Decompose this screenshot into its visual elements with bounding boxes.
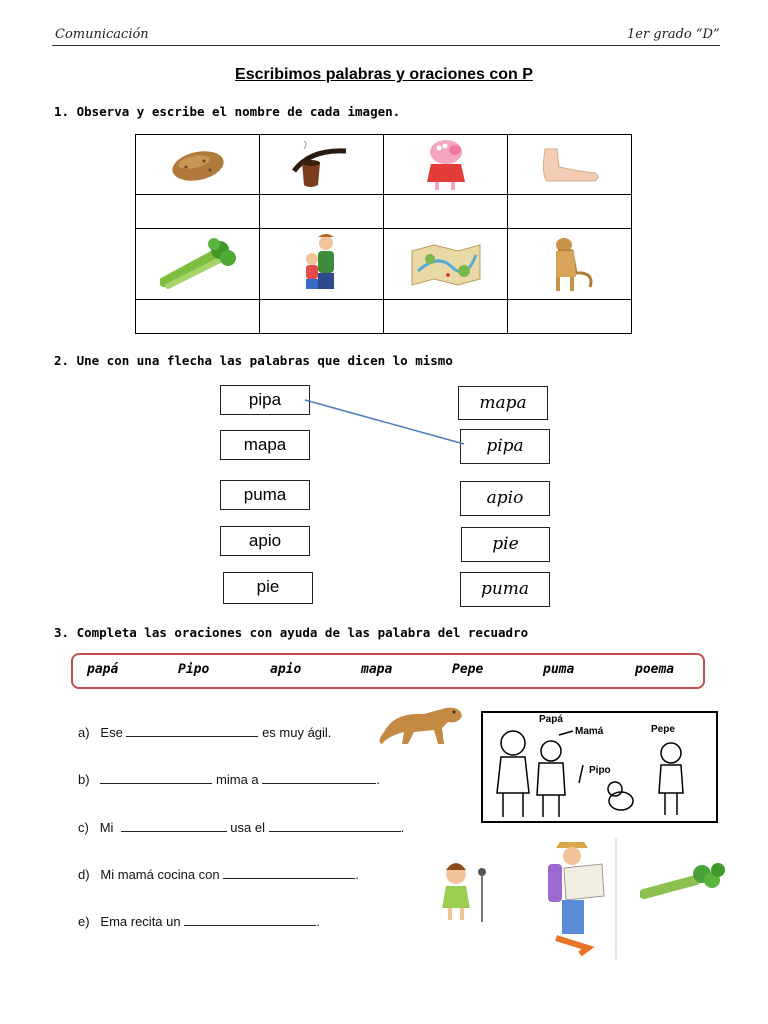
print-word-box[interactable]: puma — [220, 480, 310, 510]
word-bank-item: Pepe — [452, 662, 484, 677]
sentence-e: e) Ema recita un . — [78, 914, 320, 929]
word-bank-item: apio — [270, 662, 302, 677]
sentence-d: d) Mi mamá cocina con . — [78, 867, 359, 882]
answer-blank[interactable] — [121, 820, 227, 832]
answer-blank[interactable] — [262, 772, 376, 784]
family-label-mama: Mamá — [575, 726, 604, 737]
word-bank-item: puma — [543, 662, 575, 677]
cursive-word-box[interactable]: pie — [461, 527, 550, 562]
girl-reciting-icon — [436, 860, 492, 924]
page-title: Escribimos palabras y oraciones con P — [235, 66, 533, 83]
print-word-box[interactable]: mapa — [220, 430, 310, 460]
celery-icon — [640, 860, 728, 902]
answer-blank[interactable] — [100, 772, 212, 784]
family-illustration — [481, 711, 718, 823]
word-bank-item: Pipo — [178, 662, 210, 677]
puma-icon — [374, 698, 466, 748]
word-bank-item: poema — [635, 662, 675, 677]
grade-label: 1er grado “D” — [627, 27, 720, 42]
sentence-a: a) Ese es muy ágil. — [78, 725, 332, 740]
cursive-word-box[interactable]: apio — [460, 481, 550, 516]
print-word-box[interactable]: apio — [220, 526, 310, 556]
answer-blank[interactable] — [126, 725, 258, 737]
sentence-b: b) mima a . — [78, 772, 380, 787]
explorer-map-icon — [528, 838, 618, 960]
answer-blank[interactable] — [184, 914, 316, 926]
word-bank-item: papá — [87, 662, 119, 677]
question-1-prompt: 1. Observa y escribe el nombre de cada imagen. — [54, 104, 401, 119]
print-word-box[interactable]: pipa — [220, 385, 310, 415]
family-label-pipo: Pipo — [589, 765, 611, 776]
family-label-papa: Papá — [539, 714, 563, 725]
print-word-box[interactable]: pie — [223, 572, 313, 604]
question-2-prompt: 2. Une con una flecha las palabras que dicen lo mismo — [54, 353, 453, 368]
subject-label: Comunicación — [55, 27, 149, 42]
answer-blank[interactable] — [223, 867, 355, 879]
cursive-word-box[interactable]: mapa — [458, 386, 548, 420]
word-bank-item: mapa — [361, 662, 393, 677]
family-label-pepe: Pepe — [651, 724, 675, 735]
cursive-word-box[interactable]: puma — [460, 572, 550, 607]
question-3-prompt: 3. Completa las oraciones con ayuda de las palabra del recuadro — [54, 625, 529, 640]
answer-blank[interactable] — [269, 820, 401, 832]
cursive-word-box[interactable]: pipa — [460, 429, 550, 464]
sentence-c: c) Mi usa el . — [78, 820, 405, 835]
